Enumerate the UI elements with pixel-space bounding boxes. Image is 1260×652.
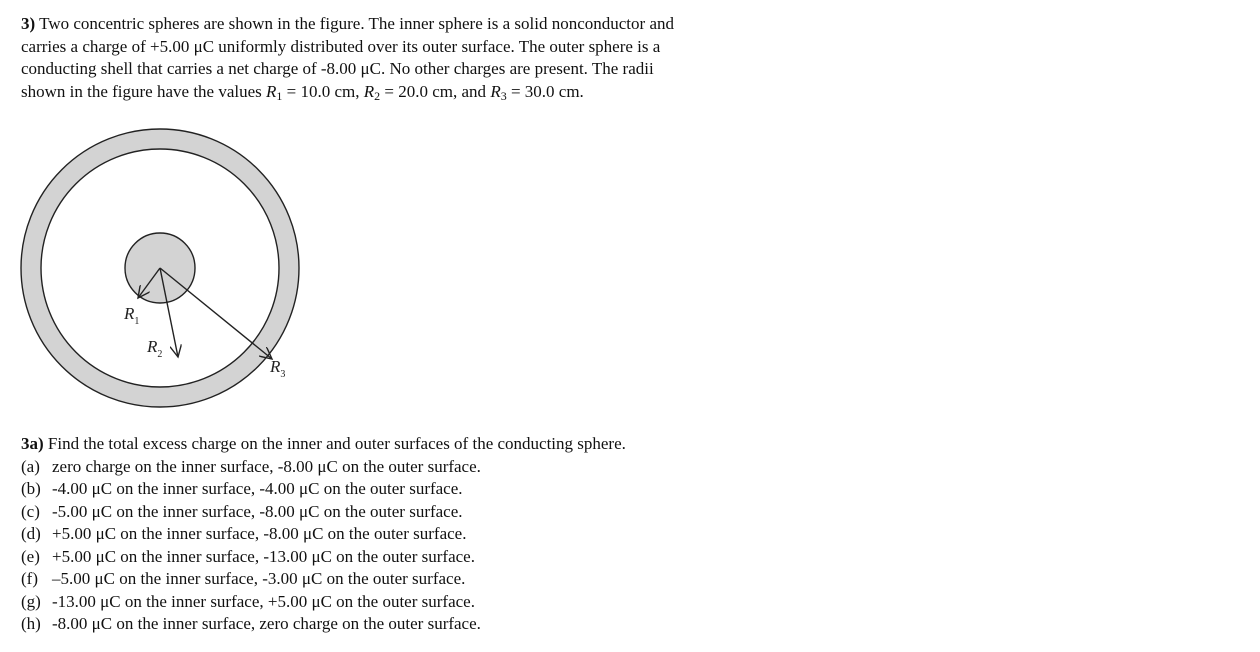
answer-option-d[interactable] [21,523,921,546]
problem-number: 3) [21,14,36,33]
problem-statement [21,13,821,107]
problem-line-1 [21,13,821,36]
r3-symbol: R [490,81,501,101]
concentric-spheres-figure [18,128,308,413]
option-letter: (d) [21,524,41,543]
option-text: +5.00 μC on the inner surface, -8.00 μC on the outer surface. [52,524,467,543]
r3-value: = 30.0 cm. [506,81,584,101]
answer-option-g[interactable] [21,591,921,614]
option-text: -4.00 μC on the inner surface, -4.00 μC on the outer surface. [52,479,463,498]
option-letter: (g) [21,591,41,611]
r1-value: = 10.0 cm, [282,81,364,101]
question-number: 3a) [21,434,44,453]
option-letter: (f) [21,569,38,588]
option-text: zero charge on the inner surface, -8.00 μC on the outer surface. [52,456,481,476]
problem-line-2: carries a charge of +5.00 μC uniformly distributed over its outer surface. The outer sphere is a [21,36,661,56]
r1-symbol: R [266,81,277,101]
option-letter: (c) [21,501,40,521]
option-text: -8.00 μC on the inner surface, zero charge on the outer surface. [52,614,481,633]
option-text: –5.00 μC on the inner surface, -3.00 μC on the outer surface. [52,569,466,588]
question-3a [21,433,921,636]
r3-subscript: 3 [500,88,507,103]
answer-option-h[interactable] [21,613,921,636]
answer-option-f[interactable] [21,568,921,591]
option-text: -5.00 μC on the inner surface, -8.00 μC on the outer surface. [52,501,463,521]
radii-prefix: shown in the figure have the values [21,81,267,101]
answer-option-e[interactable] [21,546,921,569]
problem-line-4 [21,81,821,108]
question-stem [21,433,921,456]
r3-label: $R_3$ [270,357,286,380]
problem-text-line: Two concentric spheres are shown in the figure. The inner sphere is a solid nonconductor and [39,14,674,33]
option-text: +5.00 μC on the inner surface, -13.00 μC on the outer surface. [52,546,475,566]
r1-label: $R_1$ [124,304,140,327]
option-text: -13.00 μC on the inner surface, +5.00 μC on the outer surface. [52,591,475,611]
question-text: Find the total excess charge on the inner and outer surfaces of the conducting sphere. [47,434,626,453]
figure-svg [18,128,308,413]
r2-value: = 20.0 cm, and [380,81,491,101]
r2-subscript: 2 [374,88,381,103]
option-letter: (b) [21,479,41,498]
option-letter: (h) [21,614,41,633]
answer-option-b[interactable] [21,478,921,501]
r2-symbol: R [363,81,375,101]
problem-line-3: conducting shell that carries a net charge of -8.00 μC. No other charges are present. The radii [21,59,654,78]
answer-option-a[interactable] [21,456,921,479]
answer-option-c[interactable] [21,501,921,524]
r1-subscript: 1 [276,88,283,103]
option-letter: (e) [21,546,40,566]
option-letter: (a) [21,456,40,476]
r2-label: $R_2$ [147,337,163,360]
